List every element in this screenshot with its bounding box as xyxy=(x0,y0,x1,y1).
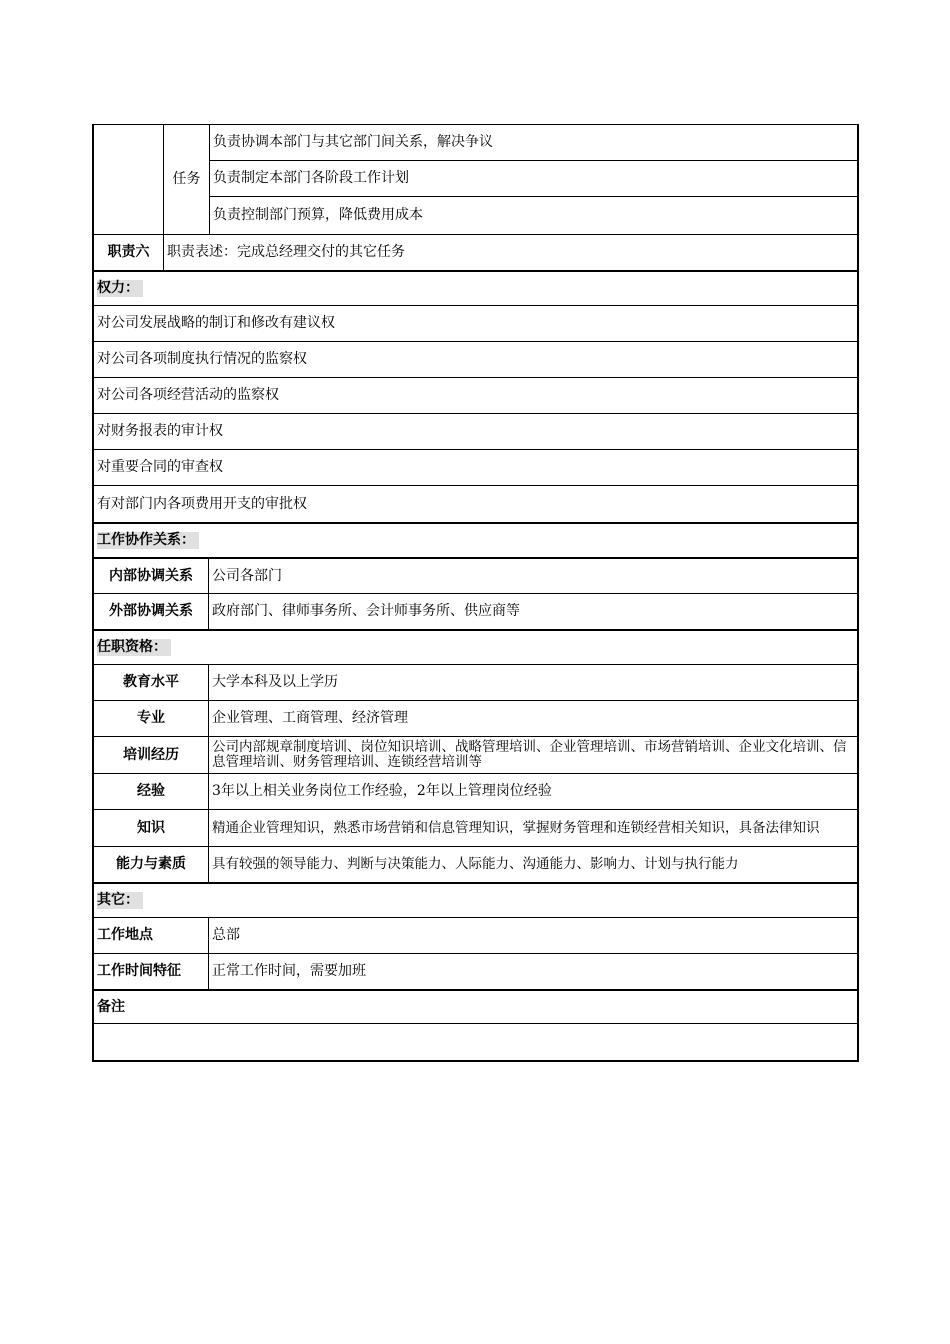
power-row xyxy=(92,341,859,377)
power-row xyxy=(92,413,859,449)
qualification-row xyxy=(92,736,859,773)
qualification-label: 能力与素质 xyxy=(94,847,209,882)
remarks-title: 备注 xyxy=(97,998,125,1015)
internal-relation-label: 内部协调关系 xyxy=(94,559,209,593)
qualification-label: 教育水平 xyxy=(94,665,209,700)
power-row xyxy=(92,449,859,485)
duty-six-text: 职责表述：完成总经理交付的其它任务 xyxy=(167,244,405,260)
external-relation-label: 外部协调关系 xyxy=(94,594,209,629)
power-item: 对公司各项经营活动的监察权 xyxy=(97,387,279,403)
internal-relation-row xyxy=(92,557,859,593)
qualification-label: 经验 xyxy=(94,774,209,809)
power-row xyxy=(92,485,859,522)
external-relation-row xyxy=(92,593,859,629)
qualification-label: 培训经历 xyxy=(94,737,209,773)
internal-relation-value: 公司各部门 xyxy=(212,567,282,584)
job-description-table xyxy=(92,124,859,1062)
powers-section-header xyxy=(92,270,859,305)
external-relation-value: 政府部门、律师事务所、会计师事务所、供应商等 xyxy=(212,603,520,619)
qualification-label: 知识 xyxy=(94,810,209,846)
duty-six-label: 职责六 xyxy=(94,235,164,270)
duty-label-empty-cell xyxy=(94,125,164,234)
power-item: 对财务报表的审计权 xyxy=(97,423,223,439)
qualification-row xyxy=(92,664,859,700)
work-hours-row xyxy=(92,953,859,989)
qualification-row xyxy=(92,773,859,809)
other-section-header xyxy=(92,882,859,917)
duty-six-row xyxy=(92,234,859,270)
location-value: 总部 xyxy=(212,927,240,943)
remarks-value xyxy=(94,1024,857,1060)
power-item: 有对部门内各项费用开支的审批权 xyxy=(97,495,307,512)
qualification-value: 具有较强的领导能力、判断与决策能力、人际能力、沟通能力、影响力、计划与执行能力 xyxy=(212,856,739,872)
task-item: 负责控制部门预算，降低费用成本 xyxy=(213,207,423,224)
remarks-section-header xyxy=(92,989,859,1023)
qualification-value: 企业管理、工商管理、经济管理 xyxy=(212,710,408,726)
task-item: 负责制定本部门各阶段工作计划 xyxy=(210,161,857,198)
work-hours-value: 正常工作时间，需要加班 xyxy=(212,963,366,979)
relations-section-header xyxy=(92,522,859,557)
qualification-value: 3年以上相关业务岗位工作经验，2年以上管理岗位经验 xyxy=(212,783,552,799)
qualification-label: 专业 xyxy=(94,701,209,736)
location-row xyxy=(92,917,859,953)
qualification-row xyxy=(92,700,859,736)
task-list xyxy=(210,125,857,234)
power-item: 对公司各项制度执行情况的监察权 xyxy=(97,351,307,367)
powers-title: 权力： xyxy=(97,280,143,297)
power-item: 对重要合同的审查权 xyxy=(97,459,223,475)
qualification-value: 公司内部规章制度培训、岗位知识培训、战略管理培训、企业管理培训、市场营销培训、企业文化培训、信息管理培训、财务管理培训、连锁经营培训等 xyxy=(212,739,847,770)
qualification-value: 精通企业管理知识，熟悉市场营销和信息管理知识，掌握财务管理和连锁经营相关知识，具备法律知识 xyxy=(212,819,820,836)
remarks-row xyxy=(92,1023,859,1062)
qualification-value: 大学本科及以上学历 xyxy=(212,674,338,690)
task-item: 负责协调本部门与其它部门间关系，解决争议 xyxy=(210,125,857,161)
relations-title: 工作协作关系： xyxy=(97,532,199,549)
power-item: 对公司发展战略的制订和修改有建议权 xyxy=(97,315,335,331)
location-label: 工作地点 xyxy=(94,918,209,953)
qualification-row xyxy=(92,809,859,846)
work-hours-label: 工作时间特征 xyxy=(94,954,209,989)
power-row xyxy=(92,377,859,413)
duty-tasks-block xyxy=(92,124,859,234)
qualifications-section-header xyxy=(92,629,859,664)
task-label: 任务 xyxy=(164,125,210,234)
other-title: 其它： xyxy=(97,892,143,909)
qualifications-title: 任职资格： xyxy=(97,639,171,656)
qualification-row xyxy=(92,846,859,882)
power-row xyxy=(92,305,859,341)
